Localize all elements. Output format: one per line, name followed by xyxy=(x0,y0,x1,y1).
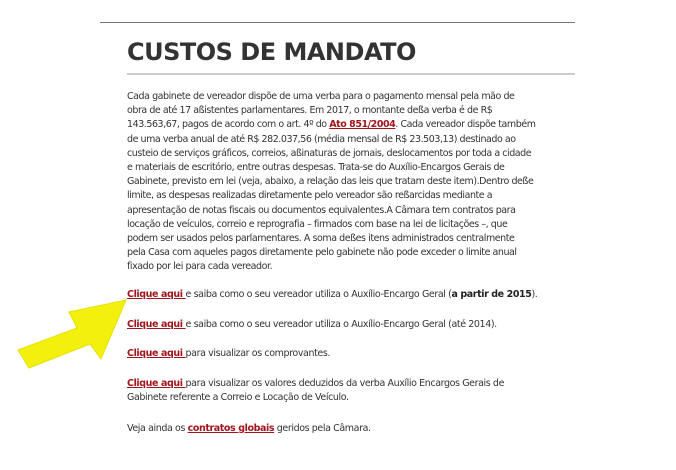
intro-line: apresentação de notas fiscais ou documentos equivalentes.A Câmara tem contratos para xyxy=(127,204,516,216)
intro-line: obra de até 17 aßistentes parlamentares. Em 2017, o montante deßa verba é de R$ xyxy=(127,105,493,117)
paragraph-text: e saiba como o seu vereador utiliza o Auxílio-Encargo Geral (até 2014). xyxy=(185,319,497,330)
contratos-globais-link[interactable]: contratos globais xyxy=(187,423,275,434)
intro-line: Gabinete, previsto em lei (veja, abaixo, a relação das leis que tratam deste item).Dentro deße xyxy=(127,176,534,188)
intro-text: 143.563,67, pagos de acordo com o art. 4º do xyxy=(127,119,330,131)
paragraph-text: Gabinete referente a Correio e Locação de Veículo. xyxy=(127,392,349,404)
intro-line: custeio de serviços gráficos, correios, aßinaturas de jornais, deslocamentos por toda a cidade xyxy=(127,147,532,159)
paragraph-text: ). xyxy=(531,289,538,300)
clique-aqui-2015-link[interactable]: Clique aqui xyxy=(127,289,186,300)
intro-line: fixado por lei para cada vereador. xyxy=(127,261,273,273)
paragraph-text: para visualizar os valores deduzidos da verba Auxílio Encargos Gerais de xyxy=(185,378,505,389)
intro-line: podem ser usados pelos parlamentares. A soma deßes itens administrados centralmente xyxy=(127,233,515,245)
clique-aqui-comprovantes-link[interactable]: Clique aqui xyxy=(127,348,186,359)
intro-line: locação de veículos, correio e reprografia – firmados com base na lei de licitações –, que xyxy=(127,218,508,230)
intro-line: e materiais de escritório, entre outras despesas. Trata-se do Auxílio-Encargos Gerais de xyxy=(127,162,505,174)
paragraph-text: e saiba como o seu vereador utiliza o Auxílio-Encargo Geral ( xyxy=(185,289,452,300)
intro-line: Cada gabinete de vereador dispõe de uma verba para o pagamento mensal pela mão de xyxy=(127,91,515,102)
arrow-pointer-icon xyxy=(14,292,130,370)
top-divider xyxy=(100,22,575,23)
comprovantes-paragraph xyxy=(127,347,575,361)
aux-encargo-2015-paragraph xyxy=(127,288,575,302)
ato-851-2004-link[interactable]: Ato 851/2004 xyxy=(329,119,396,131)
paragraph-text: Veja ainda os xyxy=(127,423,188,434)
intro-line: de uma verba anual de até R$ 282.037,56 (média mensal de R$ 23.503,13) destinado ao xyxy=(127,133,516,145)
clique-aqui-2014-link[interactable]: Clique aqui xyxy=(127,319,186,330)
contratos-paragraph xyxy=(127,422,575,436)
valores-deduzidos-paragraph xyxy=(127,377,575,405)
intro-text: . Cada vereador dispõe também xyxy=(395,119,536,131)
paragraph-bold-text: a partir de 2015 xyxy=(451,289,532,300)
page-title: CUSTOS DE MANDATO xyxy=(127,38,416,66)
clique-aqui-valores-link[interactable]: Clique aqui xyxy=(127,378,186,389)
title-underline xyxy=(127,73,575,75)
intro-paragraph xyxy=(127,90,575,275)
paragraph-text: para visualizar os comprovantes. xyxy=(185,348,331,359)
intro-line: limite, as despesas realizadas diretamente pelo vereador são reßarcidas mediante a xyxy=(127,190,493,202)
intro-line xyxy=(127,118,575,132)
aux-encargo-2014-paragraph xyxy=(127,318,575,332)
intro-line: pela Casa com aqueles pagos diretamente pelo gabinete não pode exceder o limite anual xyxy=(127,247,517,259)
paragraph-text: geridos pela Câmara. xyxy=(274,423,371,434)
